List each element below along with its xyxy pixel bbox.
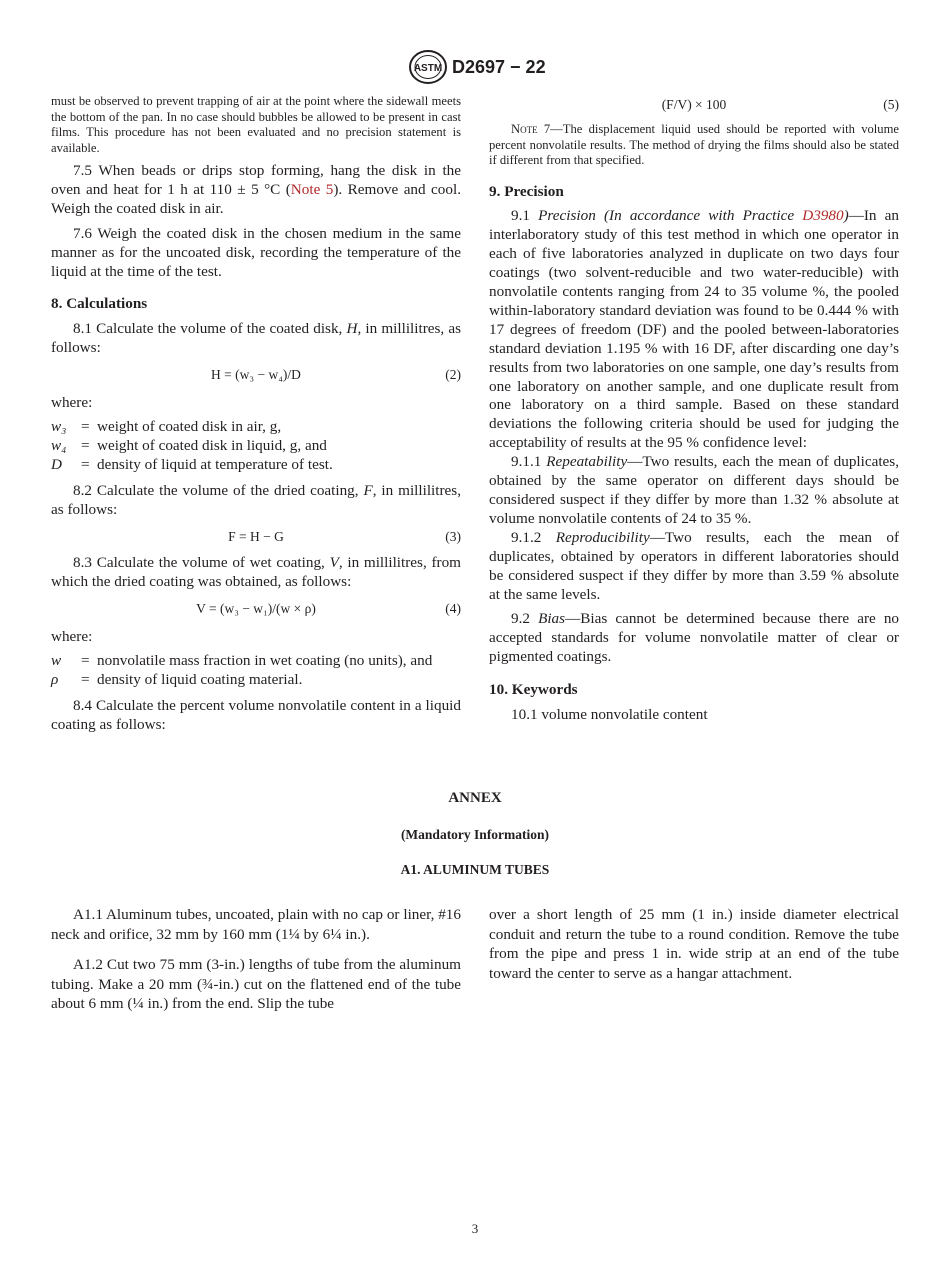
paragraph-8-3: 8.3 Calculate the volume of wet coating, V, in millilitres, from which the dried coating was obtained, as follows:: [51, 553, 461, 590]
definition-row: ρ = density of liquid coating material.: [51, 670, 303, 688]
section-heading-precision: 9. Precision: [489, 182, 564, 200]
definition-row: w = nonvolatile mass fraction in wet coating (no units), and: [51, 651, 433, 669]
definitions-list-2: [51, 651, 461, 689]
annex-subtitle: (Mandatory Information): [400, 827, 550, 842]
paragraph-10-1: 10.1 volume nonvolatile content: [511, 706, 708, 724]
equation-2-expression: H = (w₃ − w₄)/D: [211, 367, 301, 383]
paragraph-9-1-2: 9.1.2 Reproducibility—Two results, each the mean of duplicates, obtained by operators in different laboratories should be considered suspect if they differ by more than 3.59 % absolute at the same levels.: [489, 528, 900, 603]
astm-logo-icon: [409, 50, 447, 84]
equation-4: [51, 598, 461, 620]
equation-3: [51, 526, 461, 548]
paragraph-a1-2: A1.2 Cut two 75 mm (3-in.) lengths of tube from the aluminum tubing. Make a 20 mm (¾-in.) cut on the flattened end of the tube about 6 mm (¼ in.) from the end. Slip the tube: [51, 956, 461, 1012]
paragraph-a1-2-continued: over a short length of 25 mm (1 in.) inside diameter electrical conduit and return the tube to a round condition. Remove the tube from the pipe and press 1 in. wide strip at an end of the tube toward the center to serve as a hangar attachment.: [489, 906, 899, 982]
equation-4-expression: V = (w₃ − w₁)/(w × ρ): [196, 600, 316, 616]
annex-title: ANNEX: [448, 790, 502, 806]
equation-2-number: (2): [445, 367, 461, 383]
paragraph-9-1-1: 9.1.1 Repeatability—Two results, each the mean of duplicates, obtained by the same operator on different days should be considered suspect if they differ by more than 1.32 % absolute at volume nonvolatile contents of 24 to 35 %.: [489, 453, 900, 527]
section-heading-keywords: 10. Keywords: [489, 681, 578, 699]
definitions-list-1: [51, 417, 461, 474]
document-designation: D2697 − 22: [452, 57, 546, 77]
page-header: [0, 50, 950, 86]
d3980-link[interactable]: D3980: [802, 207, 844, 225]
equation-3-expression: F = H − G: [228, 528, 284, 544]
equation-4-number: (4): [445, 600, 461, 616]
definition-row: w₄ = weight of coated disk in liquid, g, and: [51, 437, 327, 455]
annex-right-column: [489, 905, 899, 989]
note-5-link[interactable]: Note 5: [290, 180, 334, 198]
equation-2: [51, 364, 461, 386]
paragraph-7-6: 7.6 Weigh the coated disk in the chosen medium in the same manner as for the uncoated disk, recording the temperature of the liquid at the time of the test.: [51, 224, 461, 280]
where-label-2: where:: [51, 627, 93, 645]
note-7-label: Note 7: [511, 122, 551, 136]
paragraph-7-5: 7.5 When beads or drips stop forming, hang the disk in the oven and heat for 1 h at 110 ± 5 °C (Note 5). Remove and cool. Weigh the coated disk in air.: [51, 162, 462, 217]
equation-3-number: (3): [445, 528, 461, 544]
section-heading-calculations: 8. Calculations: [51, 295, 148, 313]
right-column: [489, 94, 899, 731]
paragraph-9-1: 9.1 Precision (In accordance with Practice D3980)—In an interlaboratory study of this test method in which one operator in each of five laboratories analyzed in duplicate on two days four coatings (two solvent-reducible and two water-reducible) with nonvolatile contents ranging from 24 to 35 volume %, the pooled within-laboratory standard deviation was found to be 0.444 % with 17 degrees of freedom (DF) and the pooled between-laboratories standard deviation 1.195 % with 16 DF, after discarding one day’s results from two laboratories on one sample, one day’s results from one laboratory on another sample, and one duplicate result from one laboratory on a third sample. Based on these standard deviations the following criteria should be used for judging the acceptability of results at the 95 % confidence level:: [489, 207, 899, 452]
left-column: [51, 94, 461, 740]
equation-5-number: (5): [883, 97, 899, 112]
equation-5: [489, 94, 899, 116]
paragraph-8-1: 8.1 Calculate the volume of the coated disk, H, in millilitres, as follows:: [51, 320, 461, 357]
paragraph-a1-1: A1.1 Aluminum tubes, uncoated, plain with no cap or liner, #16 neck and orifice, 32 mm by 160 mm (1¼ by 6¼ in.).: [51, 906, 461, 943]
paragraph-continued: must be observed to prevent trapping of air at the point where the sidewall meets the bottom of the pan. In no case should bubbles be allowed to be present in cast films. This procedure has not been evaluated and no precision statement is available.: [51, 94, 461, 155]
equation-5-expression: (F/V) × 100: [661, 97, 727, 112]
astm-logo-text: ASTM: [413, 63, 443, 74]
where-label-1: where:: [51, 394, 93, 412]
note-7: Note 7—The displacement liquid used should be reported with volume percent nonvolatile results. The method of drying the films should also be stated if different from that specified.: [489, 122, 899, 167]
paragraph-8-2: 8.2 Calculate the volume of the dried coating, F, in millilitres, as follows:: [51, 482, 461, 518]
paragraph-8-4: 8.4 Calculate the percent volume nonvolatile content in a liquid coating as follows:: [51, 696, 461, 733]
definition-row: D = density of liquid at temperature of test.: [51, 456, 333, 474]
page-number: 3: [471, 1221, 479, 1236]
definition-row: w₃ = weight of coated disk in air, g,: [51, 418, 282, 436]
paragraph-9-2: 9.2 Bias—Bias cannot be determined because there are no accepted standards for volume nonvolatile matter of clear or pigmented coatings.: [489, 610, 900, 666]
annex-left-column: [51, 905, 461, 1020]
annex-section-heading: A1. ALUMINUM TUBES: [400, 862, 550, 877]
